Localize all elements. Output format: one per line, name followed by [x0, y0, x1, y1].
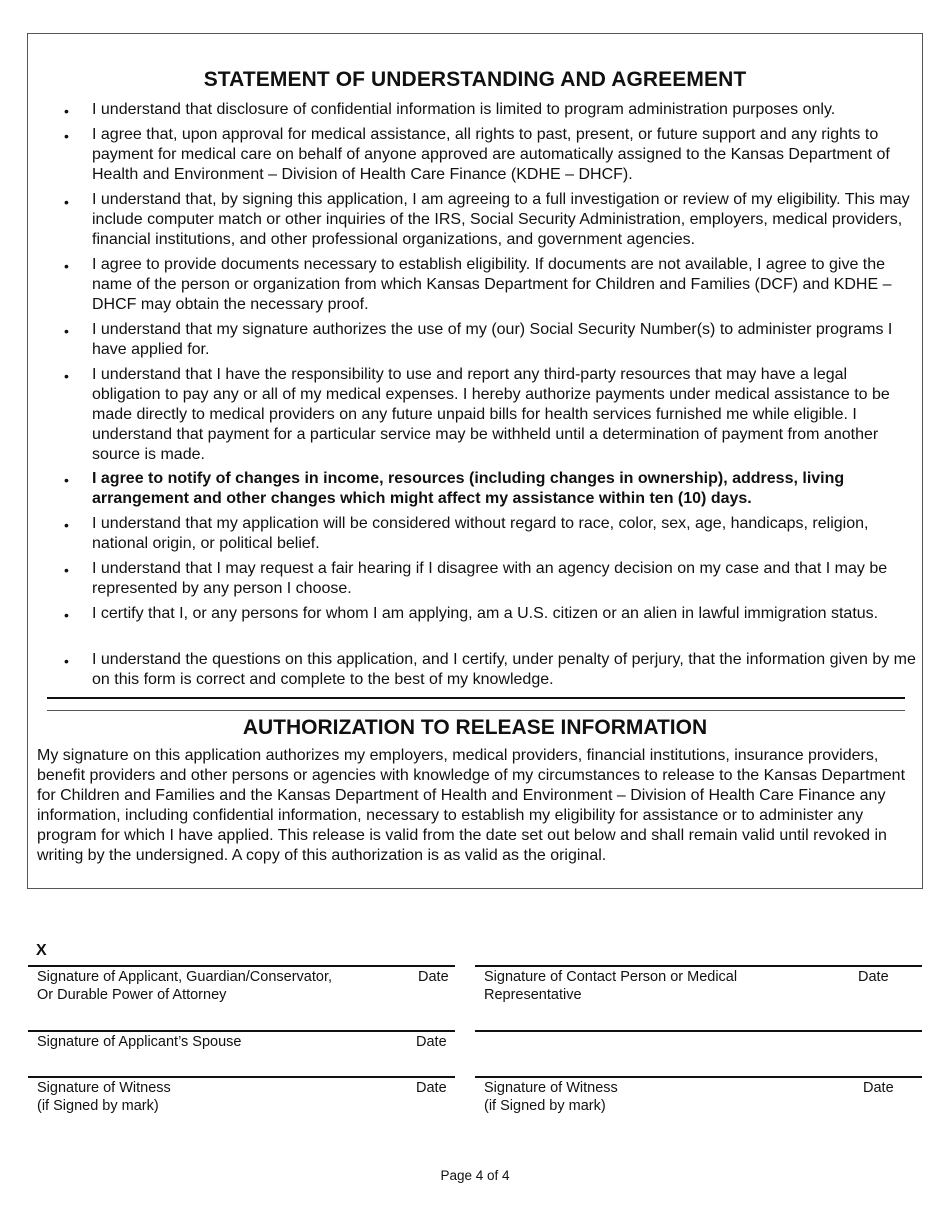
- witness-right-signature-line[interactable]: [475, 1076, 922, 1078]
- page-number: Page 4 of 4: [440, 1168, 510, 1183]
- blank-signature-line: [475, 1030, 922, 1032]
- signature-x-mark: X: [36, 942, 47, 959]
- section-divider-thin: [47, 710, 905, 711]
- statement-item-4: I agree to provide documents necessary to establish eligibility. If documents are not available, I agree to give the name of the person or organization from which Kansas Department for Children and Families (DCF) and KDHE – DHCF may obtain the necessary proof.: [92, 256, 892, 313]
- bullet-glyph: •: [64, 103, 69, 119]
- section-divider: [47, 697, 905, 699]
- contact-signature-line[interactable]: [475, 965, 922, 967]
- statement-item-11: I understand the questions on this application, and I certify, under penalty of perjury, that the information given by me on this form is correct and complete to the best of my knowledge.: [92, 651, 916, 688]
- statement-item-1: I understand that disclosure of confidential information is limited to program administration purposes only.: [92, 101, 836, 118]
- bullet-glyph: •: [64, 562, 69, 578]
- bullet-glyph: •: [64, 323, 69, 339]
- applicant-date-label: Date: [418, 969, 449, 985]
- spouse-signature-label: Signature of Applicant’s Spouse: [37, 1034, 242, 1050]
- spouse-signature-line[interactable]: [28, 1030, 455, 1032]
- bullet-glyph: •: [64, 607, 69, 623]
- bullet-glyph: •: [64, 194, 69, 210]
- statement-item-8: I understand that my application will be considered without regard to race, color, sex, age, handicaps, religion, national origin, or political belief.: [92, 515, 869, 552]
- applicant-signature-label: Signature of Applicant, Guardian/Conservator, Or Durable Power of Attorney: [37, 969, 333, 1003]
- statement-item-10: I certify that I, or any persons for whom I am applying, am a U.S. citizen or an alien in lawful immigration status.: [92, 605, 879, 622]
- contact-signature-label: Signature of Contact Person or Medical Representative: [484, 969, 738, 1003]
- bullet-glyph: •: [64, 128, 69, 144]
- witness-left-signature-label: Signature of Witness (if Signed by mark): [37, 1080, 171, 1114]
- authorization-title: AUTHORIZATION TO RELEASE INFORMATION: [242, 716, 708, 739]
- witness-left-signature-line[interactable]: [28, 1076, 455, 1078]
- witness-right-signature-label: Signature of Witness (if Signed by mark): [484, 1080, 618, 1114]
- statement-item-9: I understand that I may request a fair hearing if I disagree with an agency decision on my case and that I may be represented by any person I choose.: [92, 560, 888, 597]
- bullet-glyph: •: [64, 653, 69, 669]
- statement-item-6: I understand that I have the responsibility to use and report any third-party resources that may have a legal obligation to pay any or all of my medical expenses. I hereby authorize payments under medical assistance to be made directly to medical providers on any future unpaid bills for health services furnished me while eligible. I understand that payment for a particular service may be withheld until a determination of payment from another source is made.: [92, 366, 890, 463]
- contact-date-label: Date: [858, 969, 889, 985]
- statement-title: STATEMENT OF UNDERSTANDING AND AGREEMENT: [203, 68, 747, 91]
- witness-left-date-label: Date: [416, 1080, 447, 1096]
- statement-item-3: I understand that, by signing this application, I am agreeing to a full investigation or review of my eligibility. This may include computer match or other inquiries of the IRS, Social Security Administration, employers, medical providers, financial institutions, and other professional organizations, and government agencies.: [92, 191, 910, 248]
- statement-item-2: I agree that, upon approval for medical assistance, all rights to past, present, or future support and any rights to payment for medical care on behalf of anyone approved are automatically assigned to the Kansas Department of Health and Environment – Division of Health Care Finance (KDHE – DHCF).: [92, 126, 890, 183]
- statement-item-5: I understand that my signature authorizes the use of my (our) Social Security Number(s) to administer programs I have applied for.: [92, 321, 893, 358]
- spouse-date-label: Date: [416, 1034, 447, 1050]
- witness-right-date-label: Date: [863, 1080, 894, 1096]
- bullet-glyph: •: [64, 472, 69, 488]
- bullet-glyph: •: [64, 517, 69, 533]
- bullet-glyph: •: [64, 368, 69, 384]
- authorization-text: My signature on this application authorizes my employers, medical providers, financial institutions, insurance providers, benefit providers and other persons or agencies with knowledge of my circumstances to release to the Kansas Department for Children and Families and the Kansas Department of Health and Environment – Division of Health Care Finance any information, including confidential information, necessary to establish my eligibility for assistance or to administer any program for which I have applied. This release is valid from the date set out below and shall remain valid until revoked in writing by the undersigned. A copy of this authorization is as valid as the original.: [37, 747, 906, 864]
- statement-item-7: I agree to notify of changes in income, resources (including changes in ownership), address, living arrangement and other changes which might affect my assistance within ten (10) days.: [92, 470, 845, 507]
- bullet-glyph: •: [64, 258, 69, 274]
- applicant-signature-line[interactable]: [28, 965, 455, 967]
